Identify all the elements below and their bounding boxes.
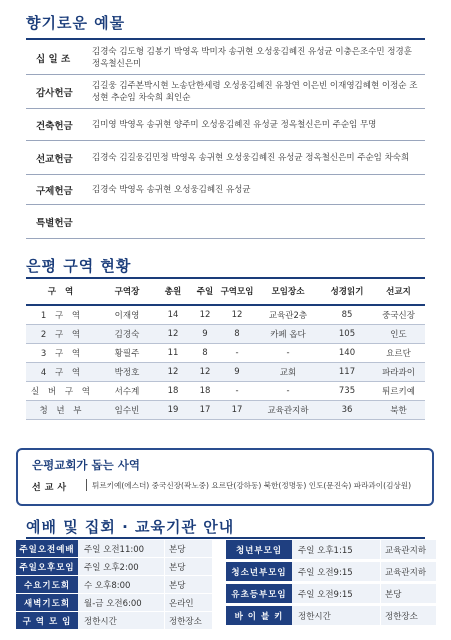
- cell-sunday: 18: [190, 381, 220, 400]
- cell-leader: 이재영: [98, 305, 156, 324]
- offering-label: 건축헌금: [36, 120, 73, 132]
- schedule-label: 청년부모임: [226, 540, 292, 559]
- table-row: [26, 324, 425, 343]
- cell-total: 12: [156, 362, 190, 381]
- offering-names: 김경숙 김길웅김민정 박영옥 송귀현 오성웅김혜진 유성균 정옥철신은미 주순임 차숙희: [92, 152, 410, 163]
- schedule-left: [16, 540, 212, 630]
- offering-row-mission: [26, 141, 425, 175]
- cell-meeting: 12: [220, 305, 254, 324]
- schedule-time: 주일 오전9:15: [292, 562, 380, 581]
- cell-district: 4 구 역: [26, 362, 98, 381]
- col-total: 총원: [156, 280, 190, 305]
- cell-district: 3 구 역: [26, 343, 98, 362]
- schedule-place: 본당: [164, 558, 212, 575]
- cell-sunday: 17: [190, 400, 220, 419]
- table-header-row: [26, 280, 425, 305]
- schedule-time: 주일 오후2:00: [78, 558, 164, 575]
- schedule-place: 본당: [164, 576, 212, 593]
- schedule-row: [226, 584, 436, 603]
- schedule-row: [16, 612, 212, 629]
- cell-bible: 36: [322, 400, 372, 419]
- col-meeting: 구역모임: [220, 280, 254, 305]
- mission-box: [16, 448, 434, 506]
- schedule-label: 수요기도회: [16, 576, 78, 593]
- offering-row-special: [26, 205, 425, 239]
- cell-place: 교회: [254, 362, 322, 381]
- cell-bible: 105: [322, 324, 372, 343]
- cell-sunday: 12: [190, 362, 220, 381]
- schedule-title: 예배 및 집회 · 교육기관 안내: [26, 518, 235, 536]
- offering-row-tithe: [26, 41, 425, 75]
- cell-place: 카페 옵다: [254, 324, 322, 343]
- schedule-place: 교육관지하: [380, 540, 436, 559]
- districts-title: 은평 구역 현황: [26, 257, 132, 275]
- cell-mission-field: 파라과이: [372, 362, 425, 381]
- cell-leader: 임수빈: [98, 400, 156, 419]
- cell-sunday: 12: [190, 305, 220, 324]
- offering-names: 김길웅 김주본박시현 노송단한세령 오성웅김혜진 유창연 이은빈 이재영김혜현 이정순 조성현 추순임 차숙희 최인순: [92, 80, 418, 103]
- cell-meeting: 17: [220, 400, 254, 419]
- col-place: 모임장소: [254, 280, 322, 305]
- cell-district: 1 구 역: [26, 305, 98, 324]
- offerings-rule: [26, 38, 425, 40]
- cell-bible: 85: [322, 305, 372, 324]
- schedule-row: [16, 558, 212, 575]
- cell-place: -: [254, 343, 322, 362]
- schedule-label: 새벽기도회: [16, 594, 78, 611]
- cell-total: 18: [156, 381, 190, 400]
- cell-total: 12: [156, 324, 190, 343]
- schedule-row: [226, 606, 436, 625]
- districts-table: [26, 280, 425, 420]
- offering-label: 십 일 조: [36, 53, 71, 65]
- mission-text: 튀르키예(에스더) 중국신장(곽노중) 요르단(강하동) 북한(정명동) 인도(문진숙) 파라과이(김상원): [92, 481, 412, 490]
- col-leader: 구역장: [98, 280, 156, 305]
- schedule-time: 주일 오전9:15: [292, 584, 380, 603]
- cell-meeting: -: [220, 381, 254, 400]
- cell-meeting: 9: [220, 362, 254, 381]
- schedule-time: 정한시간: [78, 612, 164, 629]
- cell-mission-field: 튀르키예: [372, 381, 425, 400]
- cell-total: 11: [156, 343, 190, 362]
- table-row: [26, 305, 425, 324]
- offering-label: 선교헌금: [36, 153, 73, 165]
- cell-bible: 117: [322, 362, 372, 381]
- cell-sunday: 8: [190, 343, 220, 362]
- cell-sunday: 9: [190, 324, 220, 343]
- cell-district: 청 년 부: [26, 400, 98, 419]
- schedule-row: [226, 540, 436, 559]
- table-row: [26, 381, 425, 400]
- cell-leader: 김경숙: [98, 324, 156, 343]
- cell-total: 14: [156, 305, 190, 324]
- schedule-label: 청소년부모임: [226, 562, 292, 581]
- offering-row-building: [26, 109, 425, 141]
- col-mission-field: 선교지: [372, 280, 425, 305]
- cell-meeting: -: [220, 343, 254, 362]
- schedule-row: [16, 594, 212, 611]
- schedule-place: 교육관지하: [380, 562, 436, 581]
- cell-district: 실 버 구 역: [26, 381, 98, 400]
- cell-mission-field: 북한: [372, 400, 425, 419]
- schedule-rule: [26, 537, 425, 539]
- schedule-time: 주일 오후1:15: [292, 540, 380, 559]
- schedule-place: 온라인: [164, 594, 212, 611]
- schedule-place: 본당: [380, 584, 436, 603]
- table-row: [26, 400, 425, 419]
- cell-total: 19: [156, 400, 190, 419]
- cell-bible: 735: [322, 381, 372, 400]
- table-row: [26, 362, 425, 381]
- schedule-place: 정한장소: [164, 612, 212, 629]
- schedule-label: 주일오후모임: [16, 558, 78, 575]
- offering-names: [80, 205, 425, 238]
- offering-label: 구제헌금: [36, 185, 73, 197]
- table-row: [26, 343, 425, 362]
- schedule-row: [16, 540, 212, 557]
- offerings-title: 향기로운 예물: [26, 14, 126, 32]
- schedule-label: 바 이 블 키: [226, 606, 292, 625]
- schedule-time: 수 오후8:00: [78, 576, 164, 593]
- schedule-label: 주일오전예배: [16, 540, 78, 557]
- cell-mission-field: 인도: [372, 324, 425, 343]
- schedule-place: 본당: [164, 540, 212, 557]
- offering-names: 김경숙 박영옥 송귀현 오성웅김혜진 유성균: [92, 184, 251, 195]
- cell-place: -: [254, 381, 322, 400]
- cell-district: 2 구 역: [26, 324, 98, 343]
- schedule-label: 구 역 모 임: [16, 612, 78, 629]
- cell-leader: 황필주: [98, 343, 156, 362]
- schedule-time: 정한시간: [292, 606, 380, 625]
- col-bible: 성경읽기: [322, 280, 372, 305]
- cell-leader: 박정호: [98, 362, 156, 381]
- mission-divider: [86, 479, 87, 491]
- schedule-right: [226, 540, 436, 628]
- schedule-time: 월-금 오전6:00: [78, 594, 164, 611]
- schedule-row: [226, 562, 436, 581]
- cell-bible: 140: [322, 343, 372, 362]
- offering-row-relief: [26, 175, 425, 205]
- col-district: 구 역: [26, 280, 98, 305]
- cell-mission-field: 중국신장: [372, 305, 425, 324]
- mission-label: 선교사: [32, 483, 71, 493]
- offering-names: 김미영 박영옥 송귀현 양주미 오성웅김혜진 유성균 정옥철신은미 주순임 무명: [92, 119, 377, 130]
- schedule-label: 유초등부모임: [226, 584, 292, 603]
- districts-rule: [26, 277, 425, 279]
- mission-title: 은평교회가 돕는 사역: [32, 458, 140, 472]
- offering-label: 감사헌금: [36, 87, 73, 99]
- schedule-time: 주일 오전11:00: [78, 540, 164, 557]
- cell-meeting: 8: [220, 324, 254, 343]
- cell-place: 교육관지하: [254, 400, 322, 419]
- schedule-place: 정한장소: [380, 606, 436, 625]
- col-sunday: 주일: [190, 280, 220, 305]
- offering-row-thanks: [26, 75, 425, 109]
- cell-mission-field: 요르단: [372, 343, 425, 362]
- cell-leader: 서수계: [98, 381, 156, 400]
- schedule-row: [16, 576, 212, 593]
- cell-place: 교육관2층: [254, 305, 322, 324]
- offering-label: 특별헌금: [36, 217, 73, 229]
- offering-names: 김경숙 김도형 김봉기 박영옥 박미자 송귀현 오성웅김혜진 유성균 이충은조수민 정경훈 정옥철신은미: [92, 46, 412, 69]
